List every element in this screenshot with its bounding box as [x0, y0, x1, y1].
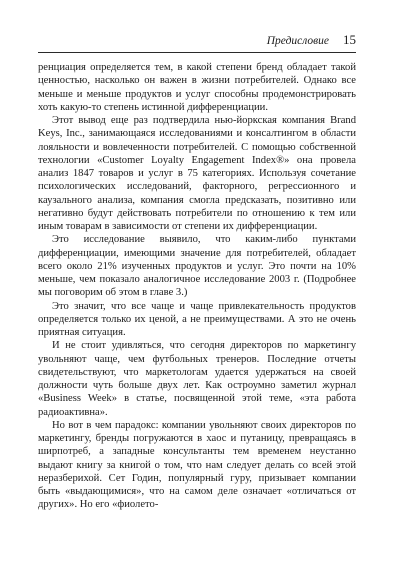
paragraph: Этот вывод еще раз подтвердила нью-йоркская компания Brand Keys, Inc., занимающаяся исследованиями и консалтингом в области лояльности и вовлеченности потребителей. С помощью собственной технологии «Customer Loyalty Engagement Index®» она провела анализ 1847 товаров и услуг в 75 категориях. Используя сочетание психологических исследований, факторного, регрессионного и каузального анализа, компания смогла предсказать, позитивно или негативно будут действовать потребители по отношению к тем или иным товарам в зависимости от степени их дифференциации.: [38, 115, 356, 232]
book-page: [38, 32, 356, 512]
paragraph: Но вот в чем парадокс: компании увольняют своих директоров по маркетингу, бренды погружаются в хаос и путаницу, превращаясь в ширпотреб, а западные консультанты тем временем неустанно выдают книгу за книгой о том, что нам следует делать со всей этой неразберихой. Сет Годин, популярный гуру, призывает компании быть «выдающимися», что на самом деле означает «отличаться от других». Но его «фиолето-: [38, 419, 356, 511]
body-text: [38, 61, 356, 512]
paragraph: И не стоит удивляться, что сегодня директоров по маркетингу увольняют чаще, чем футбольных тренеров. Последние отчеты свидетельствуют, что маркетологам удается удержаться на своей должности чуть больше двух лет. Как остроумно заметил журнал «Business Week» в статье, посвященной этой теме, «эта работа радиоактивна».: [38, 340, 356, 418]
paragraph: Это исследование выявило, что каким-либо пунктами дифференциации, имеющими значение для потребителей, обладает всего около 21% изученных продуктов и услуг. Это почти на 10% меньше, чем показало аналогичное исследование 2003 г. (Подробнее мы поговорим об этом в главе 3.): [38, 234, 356, 299]
running-head: [38, 32, 356, 53]
paragraph: ренциация определяется тем, в какой степени бренд обладает такой ценностью, насколько он важен в жизни потребителей. Однако все меньше и меньше продуктов и услуг способны продемонстрировать хоть какую-то степень истинной дифференциации.: [38, 62, 356, 113]
paragraph: Это значит, что все чаще и чаще привлекательность продуктов определяется только их ценой, а не преимуществами. А это не очень приятная ситуация.: [38, 300, 356, 338]
page-number: 15: [343, 32, 356, 47]
section-title: Предисловие: [266, 35, 329, 47]
